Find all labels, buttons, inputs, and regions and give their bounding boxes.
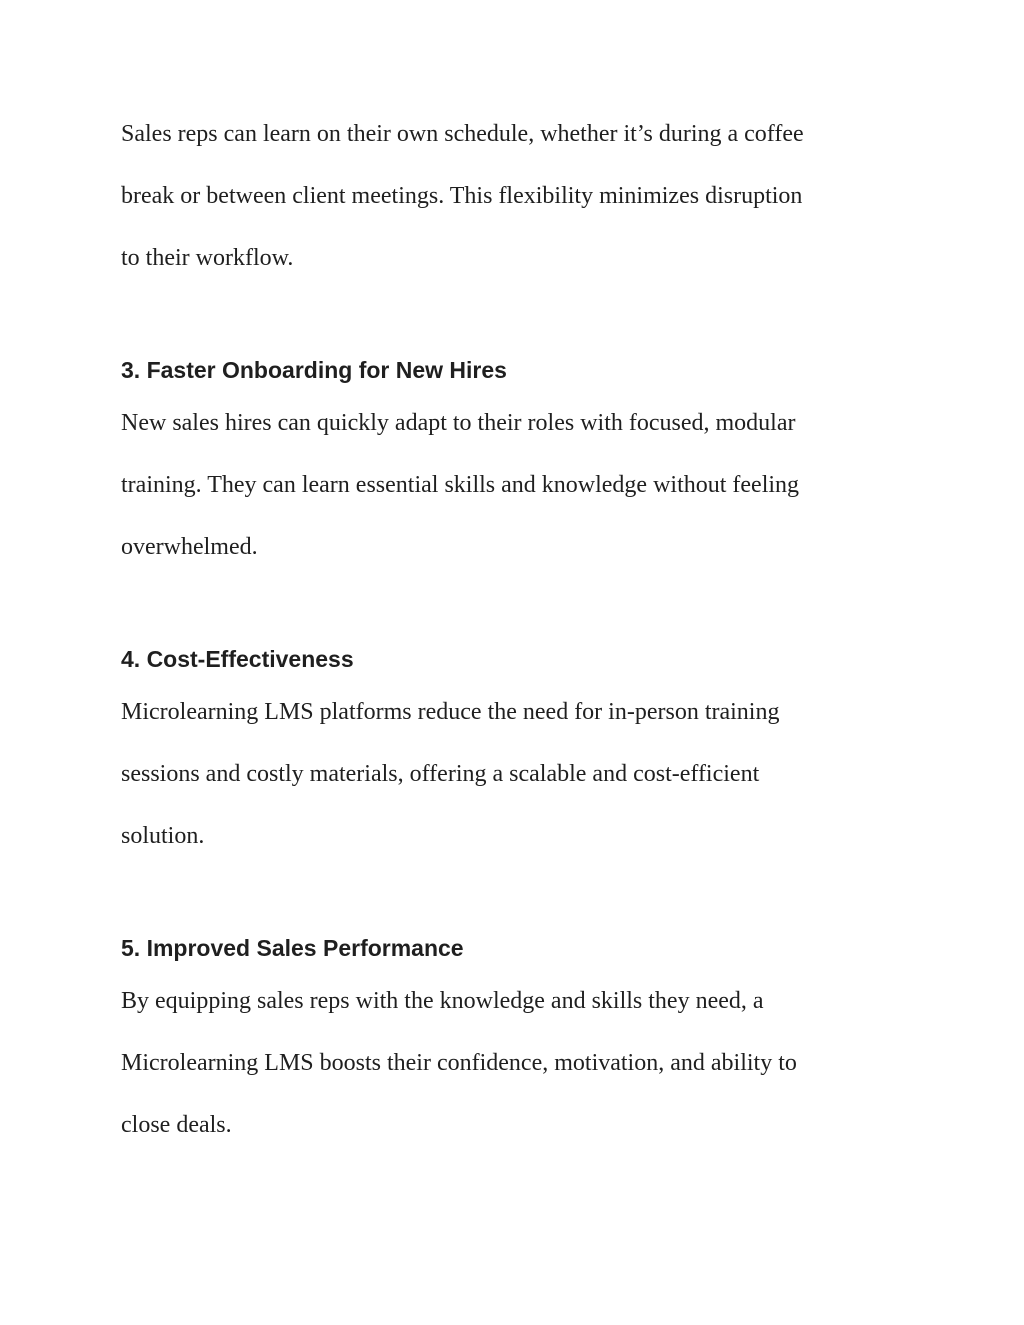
paragraph-line: Sales reps can learn on their own schedule, whether it’s during a coffee [121,121,804,147]
paragraph-line: break or between client meetings. This flexibility minimizes disruption [121,183,803,209]
paragraph-line: overwhelmed. [121,534,258,560]
section-heading: 3. Faster Onboarding for New Hires [121,357,507,383]
paragraph-line: New sales hires can quickly adapt to their roles with focused, modular [121,410,796,436]
section-heading: 5. Improved Sales Performance [121,935,464,961]
paragraph-line: to their workflow. [121,245,294,271]
paragraph-line: solution. [121,823,205,849]
paragraph-line: close deals. [121,1112,232,1138]
paragraph-line: By equipping sales reps with the knowledge and skills they need, a [121,988,764,1014]
paragraph-line: training. They can learn essential skills and knowledge without feeling [121,472,800,498]
paragraph-line: sessions and costly materials, offering a scalable and cost-efficient [121,761,760,787]
section-heading: 4. Cost-Effectiveness [121,646,354,672]
paragraph-line: Microlearning LMS boosts their confidence, motivation, and ability to [121,1050,797,1076]
paragraph-line: Microlearning LMS platforms reduce the need for in-person training [121,699,780,725]
